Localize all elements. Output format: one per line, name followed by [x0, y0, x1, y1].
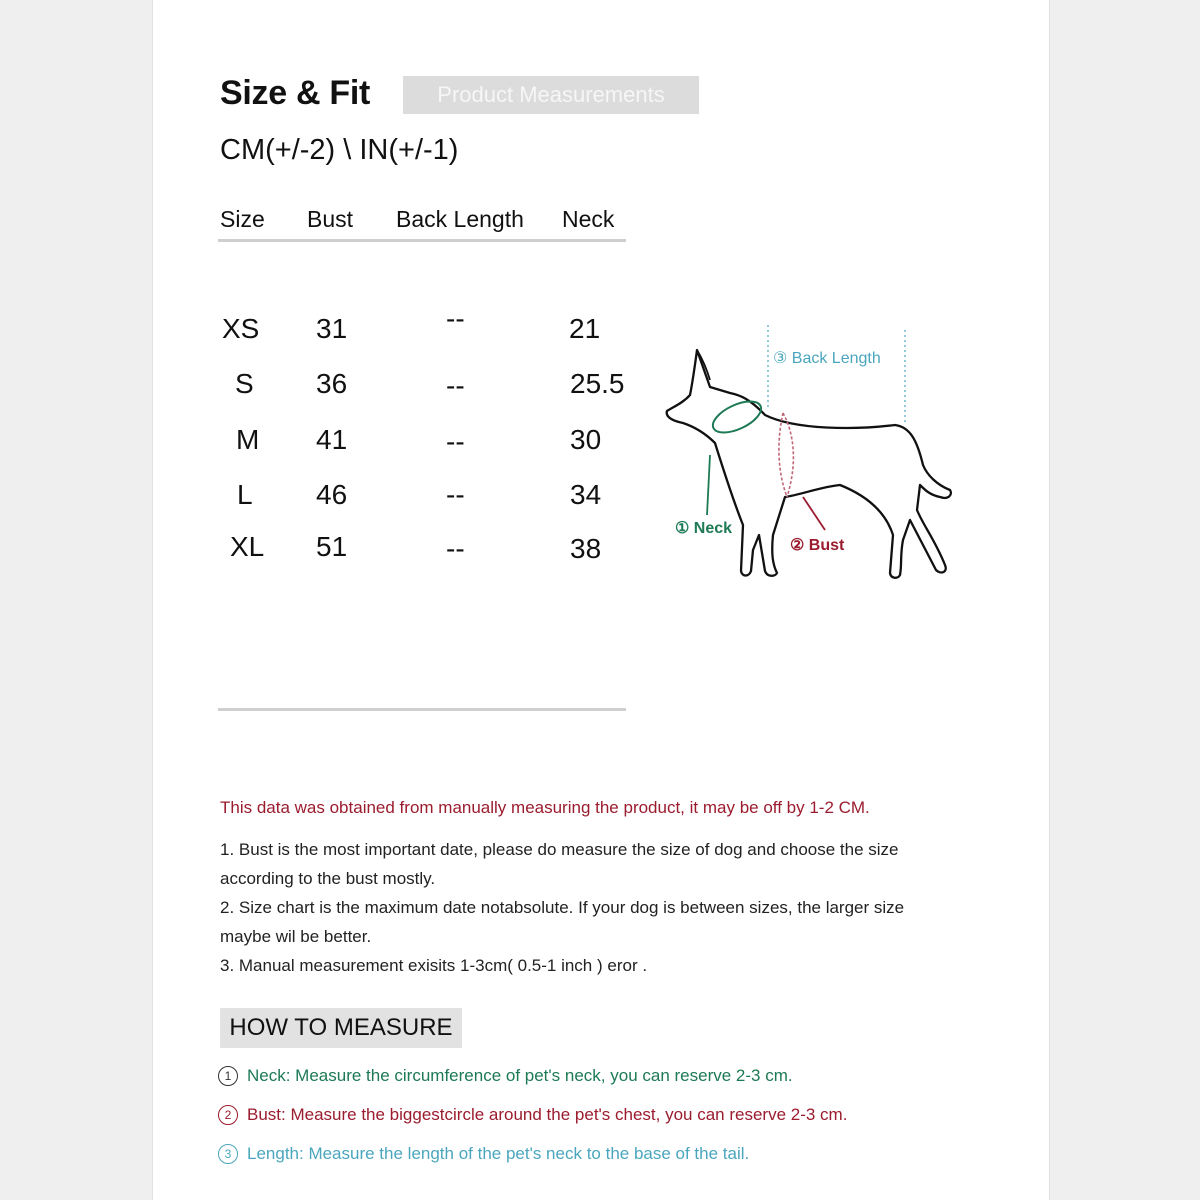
- back-length-cell: --: [446, 303, 465, 334]
- back-length-cell: --: [446, 426, 465, 457]
- number-three-icon: 3: [218, 1144, 238, 1164]
- how-to-measure-heading: HOW TO MEASURE: [220, 1008, 462, 1048]
- size-cell: XS: [222, 313, 260, 344]
- bust-cell: 36: [316, 368, 348, 399]
- neck-cell: 21: [569, 313, 601, 344]
- bust-cell: 31: [316, 313, 348, 344]
- number-one-icon: 1: [218, 1066, 238, 1086]
- neck-measure-loop: [708, 395, 765, 439]
- measurement-disclaimer: This data was obtained from manually measuring the product, it may be off by 1-2 CM.: [220, 798, 870, 817]
- note-item: 1. Bust is the most important date, please do measure the size of dog and choose the size according to the bust mostly.: [220, 840, 899, 888]
- back-length-label: ③ Back Length: [773, 350, 881, 367]
- size-cell: S: [235, 368, 254, 399]
- units-note: CM(+/-2) \ IN(+/-1): [220, 134, 459, 166]
- neck-cell: 34: [570, 479, 602, 510]
- table-bottom-divider: [218, 708, 626, 711]
- neck-cell: 30: [570, 424, 602, 455]
- how-to-text: Neck: Measure the circumference of pet's neck, you can reserve 2-3 cm.: [247, 1066, 793, 1085]
- how-to-item-length: [218, 1144, 749, 1164]
- size-cell: XL: [230, 531, 265, 562]
- size-cell: L: [237, 479, 253, 510]
- note-item: 3. Manual measurement exisits 1-3cm( 0.5-1 inch ) eror .: [220, 956, 648, 975]
- bust-label: ② Bust: [790, 537, 845, 554]
- size-cell: M: [236, 424, 260, 455]
- number-two-icon: 2: [218, 1105, 238, 1125]
- dog-ear: [697, 350, 710, 380]
- neck-cell: 25.5: [570, 368, 625, 399]
- bust-cell: 46: [316, 479, 348, 510]
- back-length-cell: --: [446, 370, 465, 401]
- column-header-size: Size: [220, 206, 265, 232]
- note-item: 2. Size chart is the maximum date notabsolute. If your dog is between sizes, the larger size maybe wil be better.: [220, 898, 905, 946]
- back-length-cell: --: [446, 533, 465, 564]
- product-measurements-badge: Product Measurements: [403, 76, 699, 114]
- back-length-cell: --: [446, 479, 465, 510]
- bust-cell: 41: [316, 424, 348, 455]
- column-header-bust: Bust: [307, 206, 354, 232]
- neck-cell: 38: [570, 533, 602, 564]
- how-to-text: Bust: Measure the biggestcircle around the pet's chest, you can reserve 2-3 cm.: [247, 1105, 848, 1124]
- dog-measurement-diagram: [655, 325, 960, 585]
- bust-measure-loop: [779, 413, 793, 497]
- how-to-text: Length: Measure the length of the pet's neck to the base of the tail.: [247, 1144, 750, 1163]
- bust-pointer-line: [803, 497, 825, 530]
- header-divider: [218, 239, 626, 242]
- how-to-item-bust: [218, 1105, 847, 1125]
- column-header-neck: Neck: [562, 206, 615, 232]
- neck-label: ① Neck: [675, 520, 733, 537]
- bust-cell: 51: [316, 531, 348, 562]
- how-to-item-neck: [218, 1066, 793, 1086]
- page-title: Size & Fit: [220, 74, 371, 112]
- neck-pointer-line: [707, 455, 710, 515]
- column-header-back-length: Back Length: [396, 206, 524, 232]
